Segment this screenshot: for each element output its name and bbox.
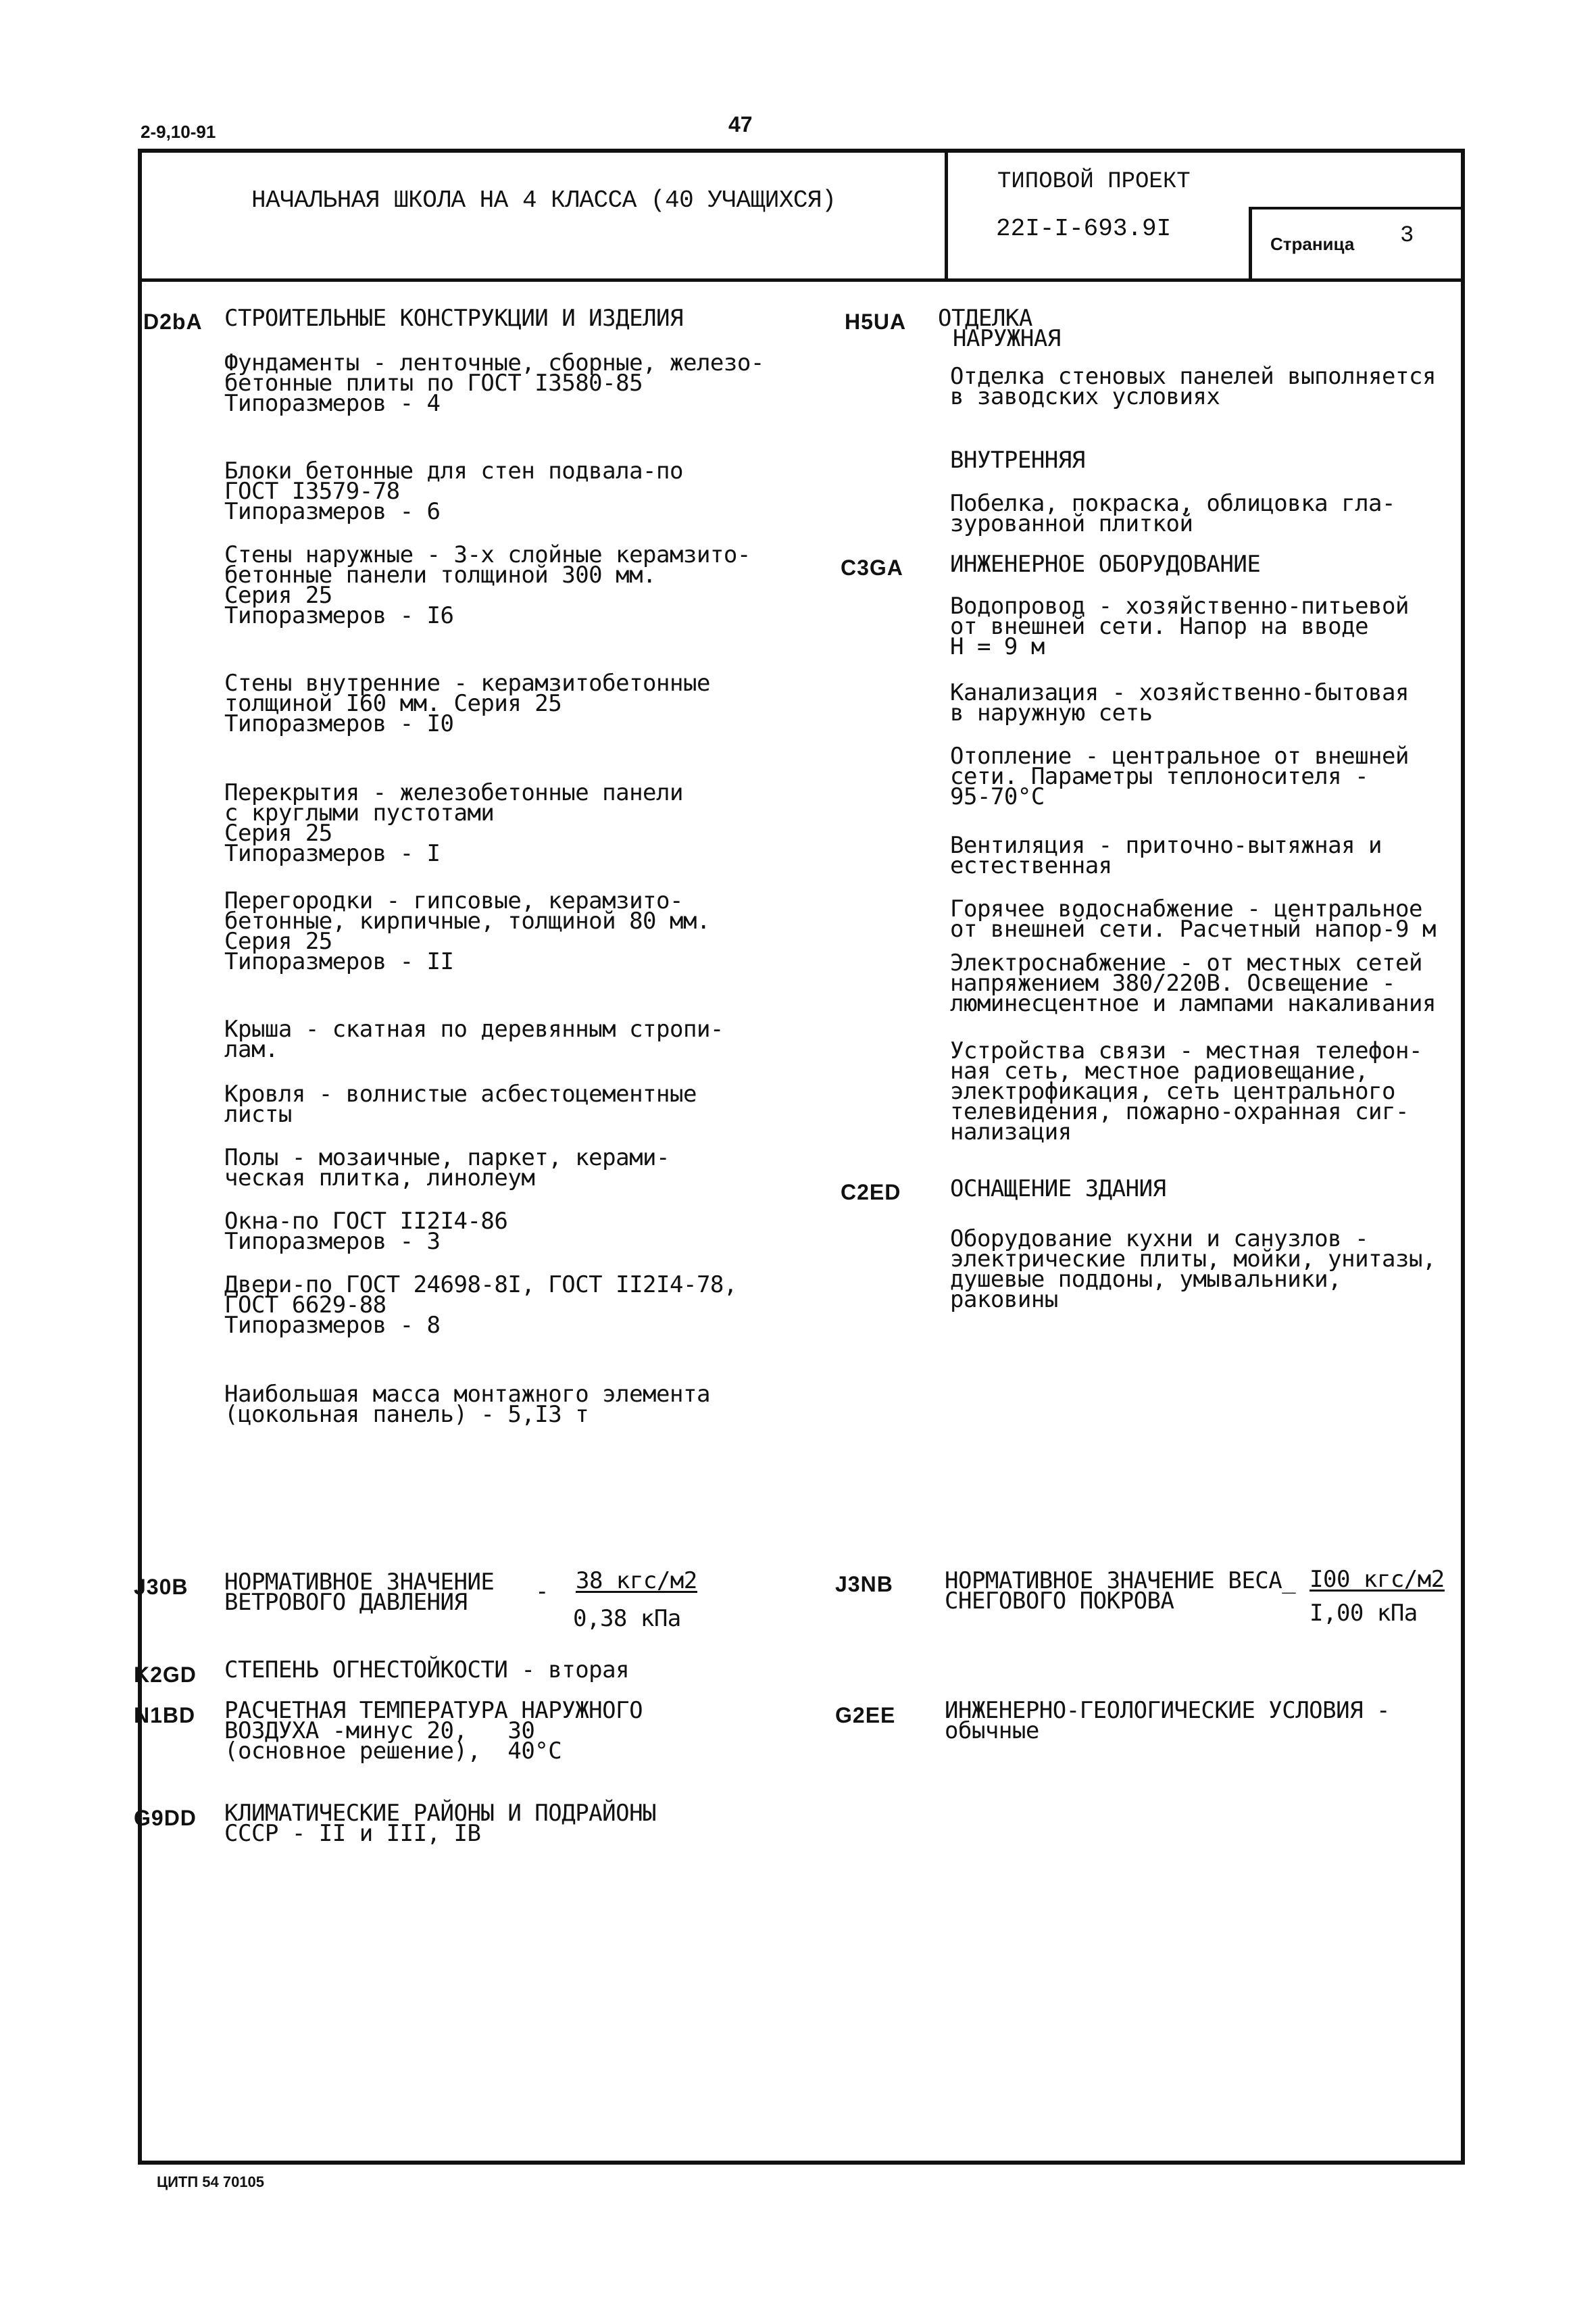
list-item: Перегородки - гипсовые, керамзито- бетонные, кирпичные, толщиной 80 мм. Серия 25 Типоразмеров - II — [224, 887, 710, 975]
wind-dash: - — [535, 1578, 549, 1605]
temperature-code: N1BD — [134, 1703, 196, 1727]
section-title: СТРОИТЕЛЬНЫЕ КОНСТРУКЦИИ И ИЗДЕЛИЯ — [224, 305, 683, 332]
list-item: Горячее водоснабжение - центральное от внешней сети. Расчетный напор-9 м — [950, 895, 1436, 943]
list-item: Устройства связи - местная телефон- ная сеть, местное радиовещание, электрофикация, сеть центрального телевидения, пожарно-охранная сиг- нализация — [950, 1037, 1422, 1146]
project-label: ТИПОВОЙ ПРОЕКТ — [997, 169, 1191, 195]
finish-inner-label: ВНУТРЕННЯЯ — [950, 447, 1085, 474]
finish-code: H5UA — [845, 310, 907, 334]
equipment-title: ОСНАЩЕНИЕ ЗДАНИЯ — [950, 1175, 1166, 1202]
list-item: Канализация - хозяйственно-бытовая в наружную сеть — [950, 679, 1409, 727]
equipment-code: C2ED — [841, 1180, 901, 1204]
header-divider — [138, 278, 1465, 282]
list-item: Двери-по ГОСТ 24698-8I, ГОСТ II2I4-78, ГОСТ 6629-88 Типоразмеров - 8 — [224, 1271, 737, 1339]
list-item: Кровля - волнистые асбестоцементные листы — [224, 1081, 697, 1128]
finish-outer-label: НАРУЖНАЯ — [953, 325, 1061, 352]
list-item: Стены внутренние - керамзитобетонные толщиной I60 мм. Серия 25 Типоразмеров - I0 — [224, 670, 710, 737]
geology-code: G2EE — [835, 1703, 896, 1727]
snow-value-kgs: I00 кгс/м2 — [1310, 1566, 1445, 1593]
temperature-text: РАСЧЕТНАЯ ТЕМПЕРАТУРА НАРУЖНОГО ВОЗДУХА -минус 20, 30 (основное решение), 40°С — [224, 1697, 643, 1765]
page-box-divider — [1249, 207, 1252, 281]
fire-code: K2GD — [134, 1663, 197, 1687]
list-item: Фундаменты - ленточные, сборные, железо- бетонные плиты по ГОСТ I3580-85 Типоразмеров - 4 — [224, 349, 764, 417]
wind-code: J30B — [134, 1575, 189, 1599]
finish-inner-text: Побелка, покраска, облицовка гла- зурованной плиткой — [950, 490, 1396, 537]
list-item: Вентиляция - приточно-вытяжная и естественная — [950, 832, 1382, 879]
page-label: Страница — [1270, 234, 1355, 254]
list-item: Отопление - центральное от внешней сети. Параметры теплоносителя - 95-70°С — [950, 743, 1409, 810]
list-item: Электроснабжение - от местных сетей напряжением 380/220В. Освещение - люминесцентное и лампами накаливания — [950, 950, 1436, 1017]
project-code: 22I-I-693.9I — [996, 215, 1172, 243]
doc-code: 2-9,10-91 — [141, 122, 216, 142]
list-item: Крыша - скатная по деревянным стропи- лам. — [224, 1016, 724, 1063]
wind-value-kpa: 0,38 кПа — [573, 1605, 681, 1632]
climate-code: G9DD — [134, 1806, 197, 1830]
list-item: Полы - мозаичные, паркет, керами- ческая плитка, линолеум — [224, 1144, 670, 1191]
fire-text: СТЕПЕНЬ ОГНЕСТОЙКОСТИ - вторая — [224, 1656, 630, 1683]
snow-code: J3NB — [835, 1572, 893, 1596]
list-item: Перекрытия - железобетонные панели с круглыми пустотами Серия 25 Типоразмеров - I — [224, 779, 683, 867]
wind-value-kgs: 38 кгс/м2 — [576, 1567, 697, 1594]
list-item: Окна-по ГОСТ II2I4-86 Типоразмеров - 3 — [224, 1208, 508, 1255]
finish-outer-text: Отделка стеновых панелей выполняется в заводских условиях — [950, 363, 1436, 410]
page-number: 47 — [728, 112, 753, 137]
engineering-code: C3GA — [841, 556, 903, 580]
finish-title: ОТДЕЛКА — [938, 305, 1032, 332]
list-item: Наибольшая масса монтажного элемента (цокольная панель) - 5,I3 т — [224, 1381, 710, 1428]
geology-text: ИНЖЕНЕРНО-ГЕОЛОГИЧЕСКИЕ УСЛОВИЯ - обычные — [945, 1697, 1391, 1744]
page-box-top — [1249, 207, 1465, 210]
list-item: Водопровод - хозяйственно-питьевой от внешней сети. Напор на вводе Н = 9 м — [950, 593, 1409, 660]
snow-value-kpa: I,00 кПа — [1310, 1600, 1418, 1627]
footer-stamp: ЦИТП 54 70105 — [157, 2173, 265, 2190]
section-code: D2bA — [143, 310, 203, 334]
climate-text: КЛИМАТИЧЕСКИЕ РАЙОНЫ И ПОДРАЙОНЫ СССР - II и III, IВ — [224, 1800, 657, 1847]
list-item: Стены наружные - 3-х слойные керамзито- бетонные панели толщиной 300 мм. Серия 25 Типоразмеров - I6 — [224, 541, 751, 629]
header-vertical-divider — [945, 149, 948, 280]
wind-label: НОРМАТИВНОЕ ЗНАЧЕНИЕ ВЕТРОВОГО ДАВЛЕНИЯ — [224, 1569, 495, 1616]
snow-label: НОРМАТИВНОЕ ЗНАЧЕНИЕ ВЕСА_ СНЕГОВОГО ПОКРОВА — [945, 1567, 1296, 1615]
school-title: НАЧАЛЬНАЯ ШКОЛА НА 4 КЛАССА (40 УЧАЩИХСЯ) — [251, 187, 837, 214]
list-item: Блоки бетонные для стен подвала-по ГОСТ I3579-78 Типоразмеров - 6 — [224, 458, 683, 525]
page-value: 3 — [1400, 223, 1414, 249]
engineering-title: ИНЖЕНЕРНОЕ ОБОРУДОВАНИЕ — [950, 551, 1261, 578]
equipment-text: Оборудование кухни и санузлов - электрические плиты, мойки, унитазы, душевые поддоны, умывальники, раковины — [950, 1225, 1436, 1313]
